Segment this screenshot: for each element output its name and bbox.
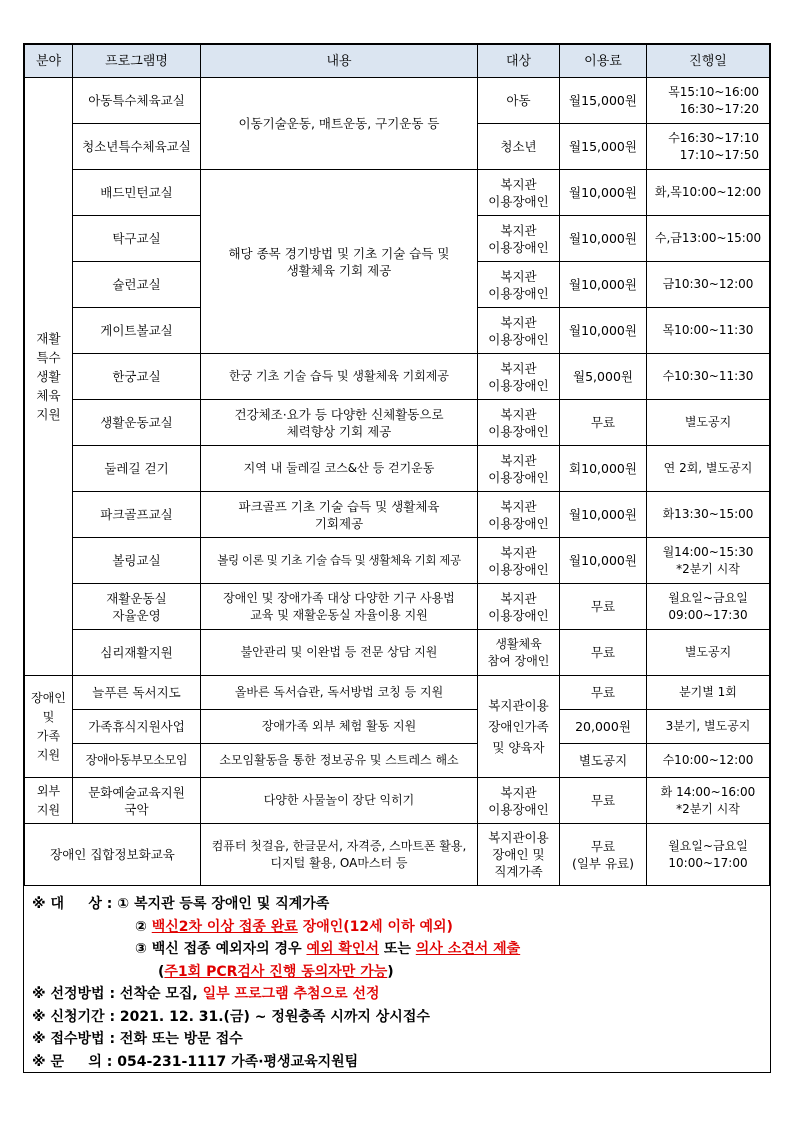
table-row — [25, 492, 770, 538]
program-fee: 무료 — [560, 778, 647, 824]
program-fee: 무료 — [560, 400, 647, 446]
program-schedule: 수10:30~11:30 — [647, 354, 770, 400]
note-t2-highlight: 백신2차 이상 접종 완료 — [151, 918, 298, 935]
note-t2-end: (12세 이하 예외) — [343, 918, 453, 935]
program-name: 심리재활지원 — [73, 630, 201, 676]
table-row — [25, 78, 770, 124]
program-target: 복지관 이용장애인 — [478, 262, 560, 308]
program-schedule: 월요일~금요일 09:00~17:30 — [647, 584, 770, 630]
program-target: 복지관 이용장애인 — [478, 354, 560, 400]
program-content: 이동기술운동, 매트운동, 구기운동 등 — [201, 78, 478, 170]
program-schedule: 화 14:00~16:00 *2분기 시작 — [647, 778, 770, 824]
table-row — [25, 446, 770, 492]
program-target: 복지관 이용장애인 — [478, 492, 560, 538]
note-t2-mid: 장애인 — [297, 918, 344, 935]
program-schedule: 연 2회, 별도공지 — [647, 446, 770, 492]
note-target-3 — [24, 938, 769, 961]
section-info-education: 장애인 집합정보화교육 — [25, 824, 201, 886]
note-t3-a: 예외 확인서 — [306, 941, 379, 957]
program-fee: 회10,000원 — [560, 446, 647, 492]
header-content: 내용 — [201, 45, 478, 78]
note-select-highlight: 일부 프로그램 추첨으로 선정 — [202, 986, 380, 1002]
header-program: 프로그램명 — [73, 45, 201, 78]
program-content: 다양한 사물놀이 장단 익히기 — [201, 778, 478, 824]
program-schedule: 목10:00~11:30 — [647, 308, 770, 354]
program-schedule: 월14:00~15:30 *2분기 시작 — [647, 538, 770, 584]
program-name: 게이트볼교실 — [73, 308, 201, 354]
program-name: 탁구교실 — [73, 216, 201, 262]
program-schedule: 별도공지 — [647, 400, 770, 446]
program-target: 복지관이용 장애인 및 직계가족 — [478, 824, 560, 886]
program-schedule: 분기별 1회 — [647, 676, 770, 710]
program-target: 복지관 이용장애인 — [478, 308, 560, 354]
program-fee: 월10,000원 — [560, 170, 647, 216]
program-name: 재활운동실 자율운영 — [73, 584, 201, 630]
program-schedule: 화13:30~15:00 — [647, 492, 770, 538]
table-row — [25, 538, 770, 584]
program-name: 슐런교실 — [73, 262, 201, 308]
program-schedule: 수16:30~17:10 17:10~17:50 — [647, 124, 770, 170]
note-t3-pre: ③ 백신 접종 예외자의 경우 — [135, 941, 307, 957]
note-t4-highlight: 주1회 PCR검사 진행 동의자만 가능 — [164, 963, 388, 980]
section-rehab: 재활 특수 생활 체육 지원 — [25, 78, 73, 676]
table-row — [25, 824, 770, 886]
note-target-4 — [24, 961, 769, 984]
program-content: 장애인 및 장애가족 대상 다양한 기구 사용법 교육 및 재활운동실 자율이용 지원 — [201, 584, 478, 630]
note-selection — [24, 983, 769, 1006]
program-name: 장애아동부모소모임 — [73, 744, 201, 778]
program-content: 파크골프 기초 기술 습득 및 생활체육 기회제공 — [201, 492, 478, 538]
header-schedule: 진행일 — [647, 45, 770, 78]
program-content: 건강체조·요가 등 다양한 신체활동으로 체력향상 기회 제공 — [201, 400, 478, 446]
program-table — [24, 44, 770, 886]
note-target-1: ① 복지관 등록 장애인 및 직계가족 — [117, 896, 330, 912]
program-fee: 월10,000원 — [560, 216, 647, 262]
program-target: 복지관 이용장애인 — [478, 170, 560, 216]
table-row — [25, 354, 770, 400]
note-inquiry: ※ 문 의 : 054-231-1117 가족·평생교육지원팀 — [32, 1053, 359, 1070]
notes-section — [24, 885, 769, 1073]
program-content: 소모임활동을 통한 정보공유 및 스트레스 해소 — [201, 744, 478, 778]
program-target: 복지관 이용장애인 — [478, 446, 560, 492]
note-t2-pre: ② — [135, 918, 152, 935]
program-name: 늘푸른 독서지도 — [73, 676, 201, 710]
table-header-row — [25, 45, 770, 78]
program-content: 한궁 기초 기술 습득 및 생활체육 기회제공 — [201, 354, 478, 400]
program-content: 볼링 이론 및 기초 기술 습득 및 생활체육 기회 제공 — [201, 538, 478, 584]
note-t3-b: 의사 소견서 제출 — [415, 941, 521, 957]
note-target-label: ※ 대 상 : — [32, 896, 118, 912]
section-outside: 외부 지원 — [25, 778, 73, 824]
section-disabled-family: 장애인 및 가족 지원 — [25, 676, 73, 778]
table-row — [25, 400, 770, 446]
note-target — [24, 893, 769, 916]
program-name: 볼링교실 — [73, 538, 201, 584]
program-target: 청소년 — [478, 124, 560, 170]
note-select-pre: ※ 선정방법 : 선착순 모집, — [32, 986, 203, 1002]
program-name: 둘레길 걷기 — [73, 446, 201, 492]
program-name: 한궁교실 — [73, 354, 201, 400]
program-schedule: 월요일~금요일 10:00~17:00 — [647, 824, 770, 886]
note-t4-open: ( — [158, 963, 165, 980]
program-schedule: 3분기, 별도공지 — [647, 710, 770, 744]
program-content: 장애가족 외부 체험 활동 지원 — [201, 710, 478, 744]
program-content: 해당 종목 경기방법 및 기초 기술 습득 및 생활체육 기회 제공 — [201, 170, 478, 354]
program-schedule: 수,금13:00~15:00 — [647, 216, 770, 262]
program-fee: 월10,000원 — [560, 538, 647, 584]
program-schedule: 별도공지 — [647, 630, 770, 676]
program-schedule: 수10:00~12:00 — [647, 744, 770, 778]
program-frame — [23, 43, 771, 1073]
program-fee: 월10,000원 — [560, 308, 647, 354]
program-name: 파크골프교실 — [73, 492, 201, 538]
program-fee: 20,000원 — [560, 710, 647, 744]
program-fee: 월5,000원 — [560, 354, 647, 400]
program-fee: 월10,000원 — [560, 262, 647, 308]
program-schedule: 목15:10~16:00 16:30~17:20 — [647, 78, 770, 124]
note-t3-mid: 또는 — [378, 941, 416, 957]
program-content: 올바른 독서습관, 독서방법 코칭 등 지원 — [201, 676, 478, 710]
program-fee: 별도공지 — [560, 744, 647, 778]
program-schedule: 금10:30~12:00 — [647, 262, 770, 308]
program-fee: 월15,000원 — [560, 78, 647, 124]
header-fee: 이용료 — [560, 45, 647, 78]
program-target: 복지관 이용장애인 — [478, 538, 560, 584]
program-target: 아동 — [478, 78, 560, 124]
program-fee: 무료 — [560, 676, 647, 710]
program-target: 복지관 이용장애인 — [478, 778, 560, 824]
table-row — [25, 170, 770, 216]
table-row — [25, 676, 770, 710]
program-fee: 월10,000원 — [560, 492, 647, 538]
program-name: 가족휴식지원사업 — [73, 710, 201, 744]
table-row — [25, 710, 770, 744]
header-field: 분야 — [25, 45, 73, 78]
note-method: ※ 접수방법 : 전화 또는 방문 접수 — [32, 1031, 243, 1047]
program-target: 복지관 이용장애인 — [478, 400, 560, 446]
table-row — [25, 630, 770, 676]
program-fee: 무료 — [560, 630, 647, 676]
program-target: 복지관 이용장애인 — [478, 584, 560, 630]
table-row — [25, 744, 770, 778]
program-content: 컴퓨터 첫걸음, 한글문서, 자격증, 스마트폰 활용, 디지털 활용, OA마스터 등 — [201, 824, 478, 886]
program-target: 복지관이용 장애인가족 및 양육자 — [478, 676, 560, 778]
note-t4-close: ) — [387, 963, 394, 980]
table-row — [25, 584, 770, 630]
program-fee: 무료 (일부 유료) — [560, 824, 647, 886]
note-period: ※ 신청기간 : 2021. 12. 31.(금) ~ 정원충족 시까지 상시접수 — [32, 1008, 430, 1025]
program-schedule: 화,목10:00~12:00 — [647, 170, 770, 216]
note-target-2 — [24, 916, 769, 939]
program-target: 복지관 이용장애인 — [478, 216, 560, 262]
program-name: 생활운동교실 — [73, 400, 201, 446]
program-target: 생활체육 참여 장애인 — [478, 630, 560, 676]
header-target: 대상 — [478, 45, 560, 78]
program-name: 아동특수체육교실 — [73, 78, 201, 124]
program-name: 청소년특수체육교실 — [73, 124, 201, 170]
program-content: 지역 내 둘레길 코스&산 등 걷기운동 — [201, 446, 478, 492]
program-fee: 월15,000원 — [560, 124, 647, 170]
program-name: 배드민턴교실 — [73, 170, 201, 216]
table-row — [25, 778, 770, 824]
program-content: 불안관리 및 이완법 등 전문 상담 지원 — [201, 630, 478, 676]
program-fee: 무료 — [560, 584, 647, 630]
program-name: 문화예술교육지원 국악 — [73, 778, 201, 824]
